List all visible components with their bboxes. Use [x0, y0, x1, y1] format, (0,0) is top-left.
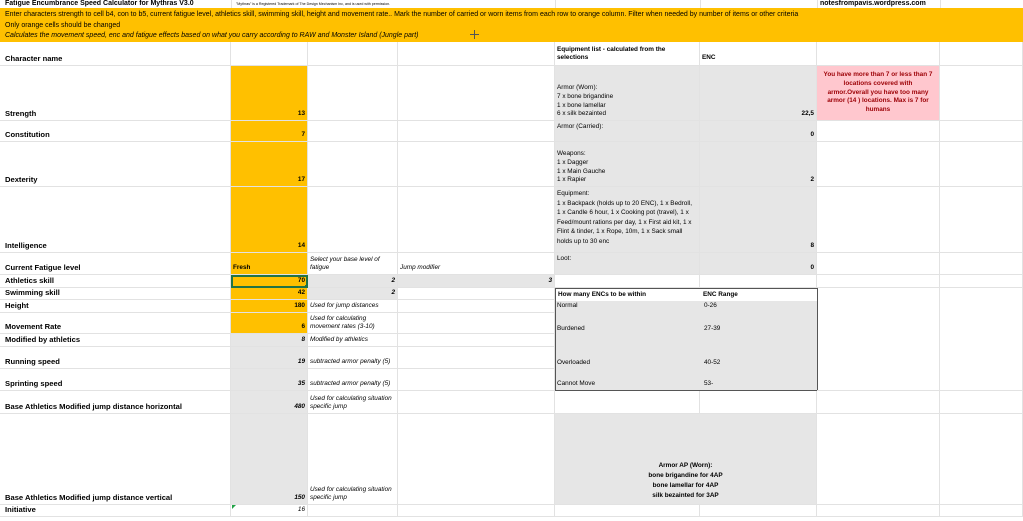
dexterity-value[interactable]: 17: [231, 142, 308, 187]
empty-cell[interactable]: [940, 142, 1023, 187]
swimming-label: Swimming skill: [0, 288, 231, 300]
enc-row-normal-range: 0-26: [704, 302, 717, 309]
empty-cell[interactable]: [940, 505, 1023, 517]
fatigue-level-select[interactable]: Fresh: [231, 253, 308, 275]
weapon-item: 1 x Rapier: [557, 176, 587, 184]
constitution-value[interactable]: 7: [231, 121, 308, 142]
movement-rate-label: Movement Rate: [0, 313, 231, 334]
jump-horizontal-value: 480: [231, 391, 308, 414]
enc-row-burdened-range: 27-39: [704, 325, 721, 332]
armor-carried-title: Armor (Carried):: [555, 121, 700, 142]
instructions-banner: [0, 8, 1023, 42]
equipment-items: 1 x Backpack (holds up to 20 ENC), 1 x Bedroll, 1 x Candle 6 hour, 1 x Cooking pot (travel), 1 x Feed/mount rations per day, 1 x First aid kit, 1 x Flint & tinder, 1 x Rope, 10m, 1 x Sack small holds up to 30 enc: [557, 199, 692, 246]
sprinting-speed-note: subtracted armor penalty (5): [308, 369, 398, 391]
enc-table-header-label: How many ENCs to be within: [556, 289, 701, 301]
enc-row-burdened-label: Burdened: [557, 325, 585, 332]
loot-title: Loot:: [555, 253, 700, 275]
movement-rate-value[interactable]: 6: [231, 313, 308, 334]
empty-cell[interactable]: [817, 391, 940, 414]
empty-cell[interactable]: [398, 142, 555, 187]
jump-vertical-note: Used for calculating situation specific jump: [308, 414, 398, 505]
empty-cell[interactable]: [308, 142, 398, 187]
jump-vertical-value: 150: [231, 414, 308, 505]
weapons-title: Weapons:: [557, 150, 586, 158]
gridline: [231, 0, 232, 8]
armor-worn-item: 1 x bone lamellar: [557, 101, 606, 109]
sprinting-speed-value: 35: [231, 369, 308, 391]
swimming-value[interactable]: 42: [231, 288, 308, 300]
armor-warning: You have more than 7 or less than 7 locations covered with armor.Overall you have too many armor (14 ) locations. Max is 7 for humans: [817, 66, 940, 121]
armor-ap-item: bone brigandine for 4AP: [648, 472, 723, 480]
equipment-list-header: Equipment list - calculated from the selections: [555, 42, 700, 66]
empty-cell[interactable]: [398, 121, 555, 142]
empty-cell[interactable]: [308, 187, 398, 253]
empty-cell[interactable]: [398, 187, 555, 253]
empty-cell[interactable]: [555, 391, 700, 414]
sprinting-speed-label: Sprinting speed: [0, 369, 231, 391]
empty-cell[interactable]: [398, 300, 555, 313]
armor-worn-item: 7 x bone brigandine: [557, 93, 614, 101]
empty-cell[interactable]: [817, 275, 940, 288]
jump-vertical-label: Base Athletics Modified jump distance vertical: [0, 414, 231, 505]
empty-cell[interactable]: [817, 121, 940, 142]
equipment-title: Equipment:: [557, 190, 590, 197]
fatigue-note: Select your base level of fatigue: [308, 253, 398, 275]
swimming-fatigue-mod: 2: [308, 288, 398, 300]
empty-cell[interactable]: [700, 505, 817, 517]
empty-cell[interactable]: [398, 414, 555, 505]
jump-horizontal-label: Base Athletics Modified jump distance horizontal: [0, 391, 231, 414]
empty-cell[interactable]: [817, 187, 940, 253]
gridline: [700, 0, 701, 8]
weapon-item: 1 x Dagger: [557, 159, 589, 167]
armor-worn-title: Armor (Worn):: [557, 84, 598, 92]
armor-worn-item: 6 x silk bezainted: [557, 110, 607, 118]
empty-cell[interactable]: [398, 42, 555, 66]
equipment-list: [555, 187, 700, 253]
empty-cell[interactable]: [700, 275, 817, 288]
trademark-note: "Mythras" is a Registered Trademark of The Design Mechanism Inc, and is used with permission.: [236, 2, 391, 6]
weapon-item: 1 x Main Gauche: [557, 167, 606, 175]
empty-cell[interactable]: [308, 505, 398, 517]
character-name-cell[interactable]: [231, 42, 308, 66]
empty-cell[interactable]: [817, 414, 940, 505]
movement-rate-note: Used for calculating movement rates (3-10): [308, 313, 398, 334]
empty-cell[interactable]: [308, 42, 398, 66]
initiative-value: 16: [231, 505, 308, 517]
height-note: Used for jump distances: [308, 300, 398, 313]
empty-cell[interactable]: [398, 66, 555, 121]
empty-cell[interactable]: [817, 253, 940, 275]
empty-cell[interactable]: [817, 505, 940, 517]
empty-cell[interactable]: [940, 121, 1023, 142]
equipment-enc: 8: [700, 187, 817, 253]
character-name-label: Character name: [0, 42, 231, 66]
height-value[interactable]: 180: [231, 300, 308, 313]
modified-label: Modified by athletics: [0, 334, 231, 347]
loot-enc: 0: [700, 253, 817, 275]
strength-label: Strength: [0, 66, 231, 121]
empty-cell[interactable]: [398, 369, 555, 391]
empty-cell[interactable]: [940, 42, 1023, 66]
empty-cell[interactable]: [817, 288, 940, 391]
instruction-line-1: Enter characters strength to cell b4, con to b5, current fatigue level, athletics skill, swimming skill, height and movement rate.. Mark the number of carried or worn items from each row to orange column. Filter when needed by number of items or other criteria: [5, 11, 799, 18]
intelligence-label: Intelligence: [0, 187, 231, 253]
enc-row-overloaded-label: Overloaded: [557, 359, 591, 366]
instruction-line-2: Only orange cells should be changed: [5, 21, 121, 29]
constitution-label: Constitution: [0, 121, 231, 142]
armor-worn-list: [555, 66, 700, 121]
weapons-list: [555, 142, 700, 187]
modified-note: Modified by athletics: [308, 334, 398, 347]
jump-modifier-label: Jump modifier: [398, 253, 555, 275]
empty-cell[interactable]: [940, 275, 1023, 288]
athletics-jump-mod: 3: [398, 275, 555, 288]
enc-row-cannot-move-label: Cannot Move: [557, 380, 596, 387]
gridline: [817, 0, 818, 8]
empty-cell[interactable]: [308, 121, 398, 142]
empty-cell[interactable]: [555, 275, 700, 288]
weapons-enc: 2: [700, 142, 817, 187]
empty-cell[interactable]: [700, 391, 817, 414]
website-link[interactable]: notesfrompavis.wordpress.com: [820, 0, 926, 7]
running-speed-value: 19: [231, 347, 308, 369]
dexterity-label: Dexterity: [0, 142, 231, 187]
intelligence-value[interactable]: 14: [231, 187, 308, 253]
empty-cell[interactable]: [398, 505, 555, 517]
running-speed-note: subtracted armor penalty (5): [308, 347, 398, 369]
empty-cell[interactable]: [817, 142, 940, 187]
armor-ap-item: silk bezainted for 3AP: [652, 492, 719, 500]
gridline: [555, 0, 556, 8]
athletics-value[interactable]: 70: [231, 275, 308, 288]
empty-cell[interactable]: [940, 66, 1023, 121]
empty-cell[interactable]: [940, 391, 1023, 414]
empty-cell[interactable]: [555, 505, 700, 517]
empty-cell[interactable]: [940, 187, 1023, 253]
fatigue-label: Current Fatigue level: [0, 253, 231, 275]
armor-worn-enc: 22,5: [700, 66, 817, 121]
gridline: [940, 0, 941, 8]
sheet-title: Fatigue Encumbrance Speed Calculator for Mythras V3.0: [5, 0, 194, 7]
enc-table-header-range: ENC Range: [701, 289, 817, 301]
enc-header: ENC: [700, 42, 817, 66]
empty-cell[interactable]: [940, 288, 1023, 391]
empty-cell[interactable]: [398, 288, 555, 300]
athletics-label: Athletics skill: [0, 275, 231, 288]
enc-row-cannot-move-range: 53-: [704, 380, 714, 387]
height-label: Height: [0, 300, 231, 313]
empty-cell[interactable]: [398, 334, 555, 347]
armor-ap-title: Armor AP (Worn):: [658, 462, 713, 470]
empty-cell[interactable]: [398, 347, 555, 369]
jump-horizontal-note: Used for calculating situation specific jump: [308, 391, 398, 414]
enc-row-overloaded-range: 40-52: [704, 359, 721, 366]
running-speed-label: Running speed: [0, 347, 231, 369]
armor-carried-enc: 0: [700, 121, 817, 142]
empty-cell[interactable]: [940, 253, 1023, 275]
modified-value: 8: [231, 334, 308, 347]
instruction-line-3: Calculates the movement speed, enc and fatigue effects based on what you carry according to RAW and Monster Island (Jungle part): [5, 32, 419, 39]
armor-ap-item: bone lamellar for 4AP: [652, 482, 719, 490]
empty-cell[interactable]: [940, 414, 1023, 505]
empty-cell[interactable]: [398, 313, 555, 334]
empty-cell[interactable]: [398, 391, 555, 414]
initiative-label: Initiative: [0, 505, 231, 517]
armor-ap-box: [555, 414, 817, 505]
cursor-icon: [470, 30, 479, 39]
enc-row-normal-label: Normal: [557, 302, 578, 309]
formula-warning-icon: [232, 505, 236, 509]
athletics-fatigue-mod: 2: [308, 275, 398, 288]
empty-cell[interactable]: [308, 66, 398, 121]
strength-value[interactable]: 13: [231, 66, 308, 121]
empty-cell[interactable]: [817, 42, 940, 66]
enc-range-table: [555, 288, 818, 391]
